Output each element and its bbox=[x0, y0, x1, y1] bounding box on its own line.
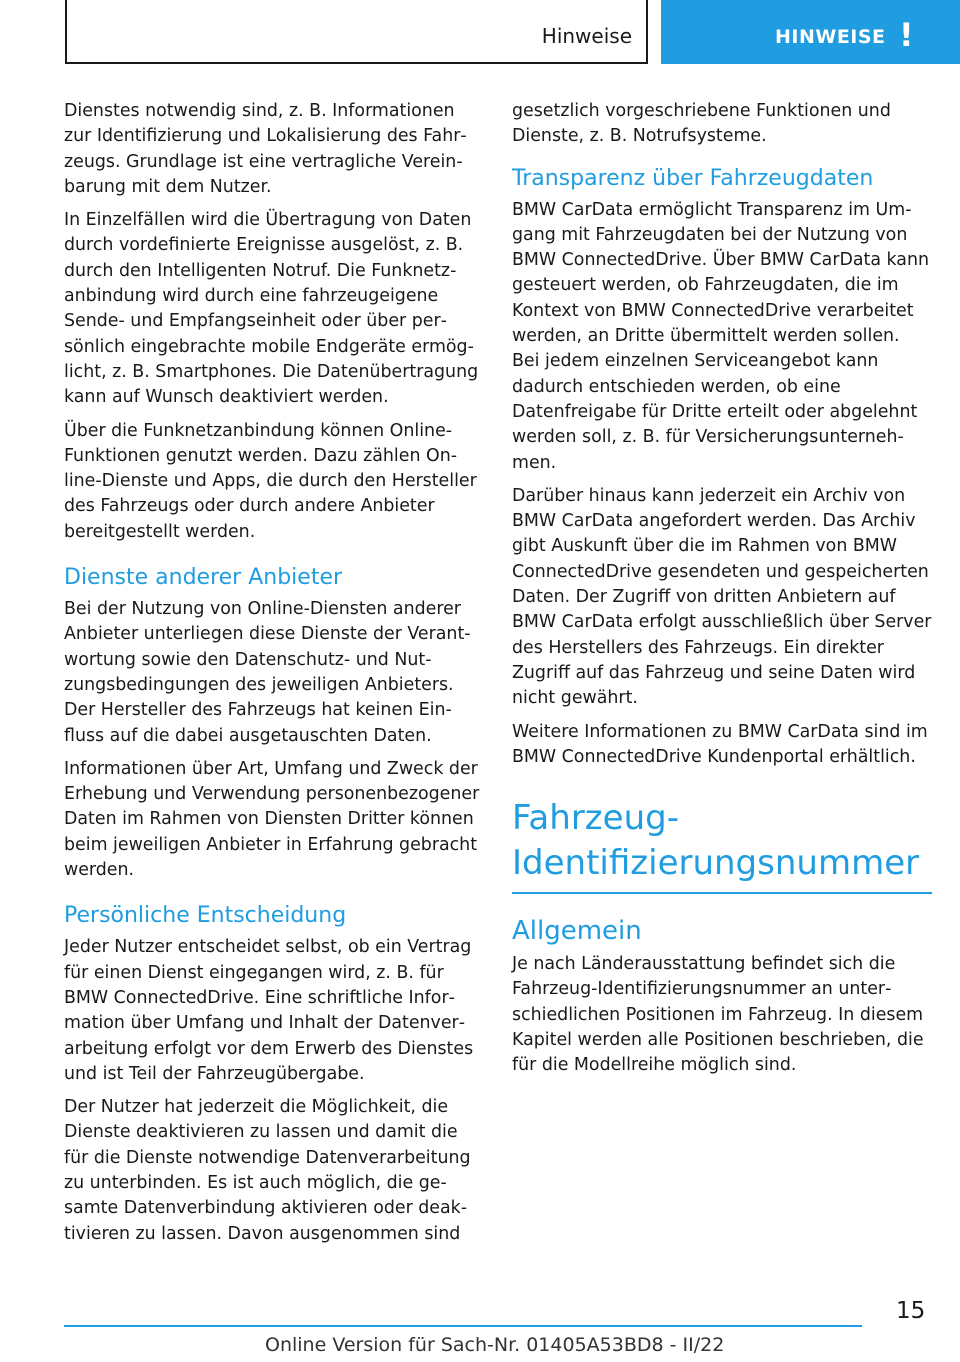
heading-transparenz: Transparenz über Fahrzeugdaten bbox=[512, 165, 874, 191]
left-column bbox=[64, 99, 480, 1255]
heading-persoenliche-entscheidung: Persönliche Entscheidung bbox=[64, 903, 347, 929]
footer-version-text: Online Version für Sach-Nr. 01405A53BD8 - II/22 bbox=[265, 1334, 725, 1356]
paragraph: Über die Funknetzanbindung können Online-Funktionen genutzt werden. Dazu zählen Online-Dienste und Apps, die durch den Hersteller des Fahrzeugs oder durch andere Anbieter bereitgestellt werden. bbox=[64, 420, 477, 542]
footer-divider bbox=[64, 1325, 862, 1327]
paragraph: Dienstes notwendig sind, z. B. Informationen zur Identifizierung und Lokalisierung des Fahrzeugs. Grundlage ist eine vertragliche Vereinbarung mit dem Nutzer. bbox=[64, 101, 467, 197]
page-number: 15 bbox=[896, 1298, 926, 1324]
header-section-box bbox=[65, 0, 648, 64]
paragraph: Jeder Nutzer entscheidet selbst, ob ein Vertrag für einen Dienst eingegangen wird, z. B. für BMW ConnectedDrive. Eine schriftliche Information über Umfang und Inhalt der Datenverarbeitung erfolgt vor dem Erwerb des Dienstes und ist Teil der Fahrzeugübergabe. bbox=[64, 937, 474, 1084]
paragraph: Je nach Länderausstattung befindet sich die Fahrzeug-Identifizierungsnummer an unterschiedlichen Positionen im Fahrzeug. In diesem Kapitel werden alle Positionen beschrieben, die für die Modellreihe möglich sind. bbox=[512, 954, 924, 1076]
paragraph: Informationen über Art, Umfang und Zweck der Erhebung und Verwendung personenbezogener Daten im Rahmen von Diensten Dritter können beim jeweiligen Anbieter in Erfahrung gebracht werden. bbox=[64, 758, 480, 881]
chapter-heading-fin: Fahrzeug-Identifizierungsnummer bbox=[512, 796, 932, 894]
header-section-title: Hinweise bbox=[541, 24, 632, 48]
right-column bbox=[512, 99, 932, 1087]
paragraph: Weitere Informationen zu BMW CarData sind im BMW ConnectedDrive Kundenportal erhältlich. bbox=[512, 721, 928, 767]
paragraph: BMW CarData ermöglicht Transparenz im Umgang mit Fahrzeugdaten bei der Nutzung von BMW ConnectedDrive. Über BMW CarData kann gesteuert werden, ob Fahrzeugdaten, die im Kontext von BMW ConnectedDrive verarbeitet werden, an Dritte übermittelt werden sollen. Bei jedem einzelnen Serviceangebot kann dadurch entschieden werden, ob eine Datenfreigabe für Dritte erteilt oder abgelehnt werden soll, z. B. für Versicherungsunternehmen. bbox=[512, 199, 929, 473]
header-chapter-tab bbox=[661, 0, 960, 64]
paragraph: Darüber hinaus kann jederzeit ein Archiv von BMW CarData angefordert werden. Das Archiv gibt Auskunft über die im Rahmen von BMW ConnectedDrive gesendeten und gespeicherten Daten. Der Zugriff von dritten Anbietern auf BMW CarData erfolgt ausschließlich über Server des Herstellers des Fahrzeugs. Ein direkter Zugriff auf das Fahrzeug und seine Daten wird nicht gewährt. bbox=[512, 485, 932, 709]
header-chapter-title: HINWEISE bbox=[775, 26, 886, 48]
paragraph: Bei der Nutzung von Online-Diensten anderer Anbieter unterliegen diese Dienste der Verantwortung sowie den Datenschutz- und Nutzungsbedingungen des jeweiligen Anbieters. Der Hersteller des Fahrzeugs hat keinen Einfluss auf die dabei ausgetauschten Daten. bbox=[64, 599, 471, 746]
paragraph: In Einzelfällen wird die Übertragung von Daten durch vordefinierte Ereignisse ausgelöst, z. B. durch den Intelligenten Notruf. Die Funknetzanbindung wird durch eine fahrzeugeigene Sende- und Empfangseinheit oder über persönlich eingebrachte mobile Endgeräte ermöglicht, z. B. Smartphones. Die Datenübertragung kann auf Wunsch deaktiviert werden. bbox=[64, 210, 479, 408]
heading-dienste-anderer-anbieter: Dienste anderer Anbieter bbox=[64, 565, 343, 591]
paragraph: Der Nutzer hat jederzeit die Möglichkeit, die Dienste deaktivieren zu lassen und damit die für die Dienste notwendige Datenverarbeitung zu unterbinden. Es ist auch möglich, die gesamte Datenverbindung aktivieren oder deaktivieren zu lassen. Davon ausgenommen sind bbox=[64, 1097, 471, 1244]
exclamation-icon: ! bbox=[899, 16, 914, 54]
heading-allgemein: Allgemein bbox=[512, 916, 642, 947]
paragraph: gesetzlich vorgeschriebene Funktionen und Dienste, z. B. Notrufsysteme. bbox=[512, 101, 891, 147]
